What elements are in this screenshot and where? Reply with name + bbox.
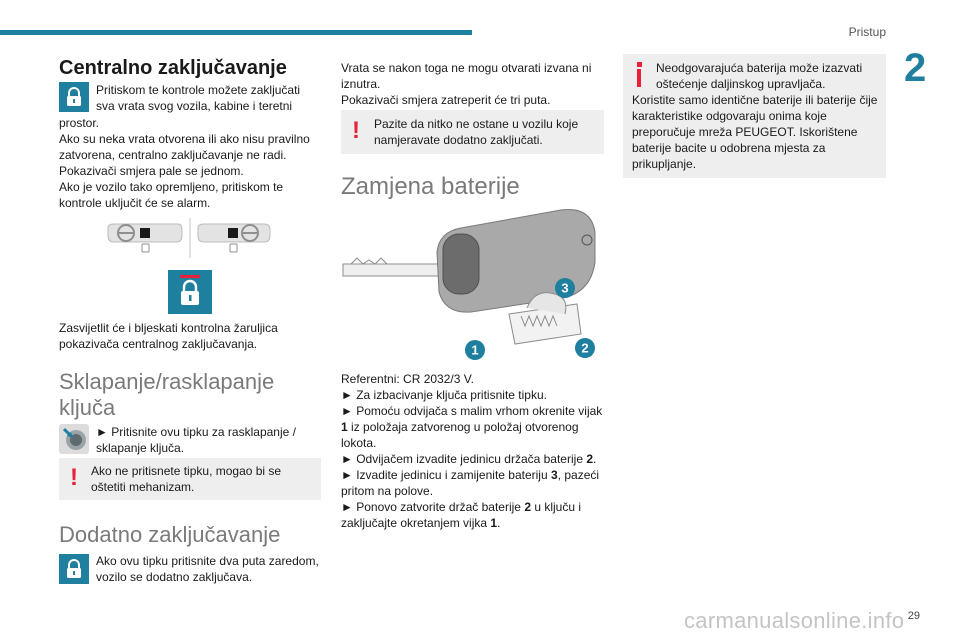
battery-step: ► Odvijačem izvadite jedinicu držača baterije 2. xyxy=(341,452,597,466)
indicator-paragraph: Zasvijetlit će i bljeskati kontrolna žaruljica pokazivača centralnog zaključavanja. xyxy=(59,321,278,351)
lock-intro-text: Pritiskom te kontrole možete zaključati sva vrata svog vozila, kabine i teretni xyxy=(96,83,301,113)
info-icon-stem xyxy=(637,69,641,87)
heading-central-locking: Centralno zaključavanje xyxy=(59,57,287,79)
heading-battery-change: Zamjena baterije xyxy=(341,173,520,200)
fold-warning-text: Ako ne pritisnete tipku, mogao bi se oštetiti mehanizam. xyxy=(91,464,282,494)
battery-step-list xyxy=(341,387,603,531)
battery-step: ► Pomoću odvijača s malim vrhom okrenite vijak 1 iz položaja zatvorenog u položaj otvorenog lokota. xyxy=(341,404,603,450)
section-label: Pristup xyxy=(848,25,886,39)
watermark: carmanualsonline.info xyxy=(684,608,905,633)
callout-1: 1 xyxy=(471,342,479,358)
battery-info-box xyxy=(623,54,886,178)
deadlock-info-paragraph: Vrata se nakon toga ne mogu otvarati izvana ni iznutra. Pokazivači smjera zatreperit će tri puta. xyxy=(341,61,592,107)
header-accent-bar xyxy=(0,30,472,35)
chapter-number: 2 xyxy=(904,46,927,90)
battery-info-head: Neodgovarajuća baterija može izazvati oštećenje daljinskog upravljača. xyxy=(656,61,863,91)
callout-2: 2 xyxy=(581,340,589,356)
battery-reference: Referentni: CR 2032/3 V. xyxy=(341,372,474,386)
battery-info-body: Koristite samo identične baterije ili baterije čije karakteristike odgovaraju onima koje preporučuje mreža PEUGEOT. Iskorištene baterije bacite u odobrena mjesta za prikupljanje. xyxy=(632,93,878,171)
battery-step: ► Ponovo zatvorite držač baterije 2 u ključu i zaključajte okretanjem vijka 1. xyxy=(341,500,582,530)
info-icon xyxy=(637,62,642,67)
page-number: 29 xyxy=(907,610,920,622)
fold-warning-box xyxy=(59,458,321,500)
deadlock-warning-box xyxy=(341,110,604,154)
warning-icon: ! xyxy=(70,464,78,491)
callout-3: 3 xyxy=(561,280,569,296)
warning-icon: ! xyxy=(352,117,360,144)
heading-deadlocking: Dodatno zaključavanje xyxy=(59,522,281,547)
deadlock-warning-text: Pazite da nitko ne ostane u vozilu koje namjeravate dodatno zaključati. xyxy=(374,117,579,147)
lock-switch-illustration xyxy=(104,216,274,260)
battery-step: ► Za izbacivanje ključa pritisnite tipku. xyxy=(341,388,547,402)
central-locking-indicator-icon xyxy=(168,270,212,314)
deadlocking-text: Ako ovu tipku pritisnite dva puta zaredom, vozilo se dodatno zaključava. xyxy=(96,554,319,584)
battery-step: ► Izvadite jedinicu i zamijenite bateriju 3, pazeći pritom na polove. xyxy=(341,468,600,498)
key-fold-button-icon xyxy=(59,424,89,454)
key-battery-illustration xyxy=(341,202,603,364)
heading-key-folding: Sklapanje/rasklapanje ključa xyxy=(59,369,275,420)
lock-paragraph: prostor. Ako su neka vrata otvorena ili ako nisu pravilno zatvorena, centralno zaključavanje ne radi. Pokazivači smjera pale se jednom. Ako je vozilo tako opremljeno, pritiskom te kontrole uključit će se alarm. xyxy=(59,116,310,210)
lock-icon xyxy=(59,554,89,584)
key-fold-text: ► Pritisnite ovu tipku za rasklapanje / sklapanje ključa. xyxy=(96,425,296,455)
lock-icon xyxy=(59,82,89,112)
